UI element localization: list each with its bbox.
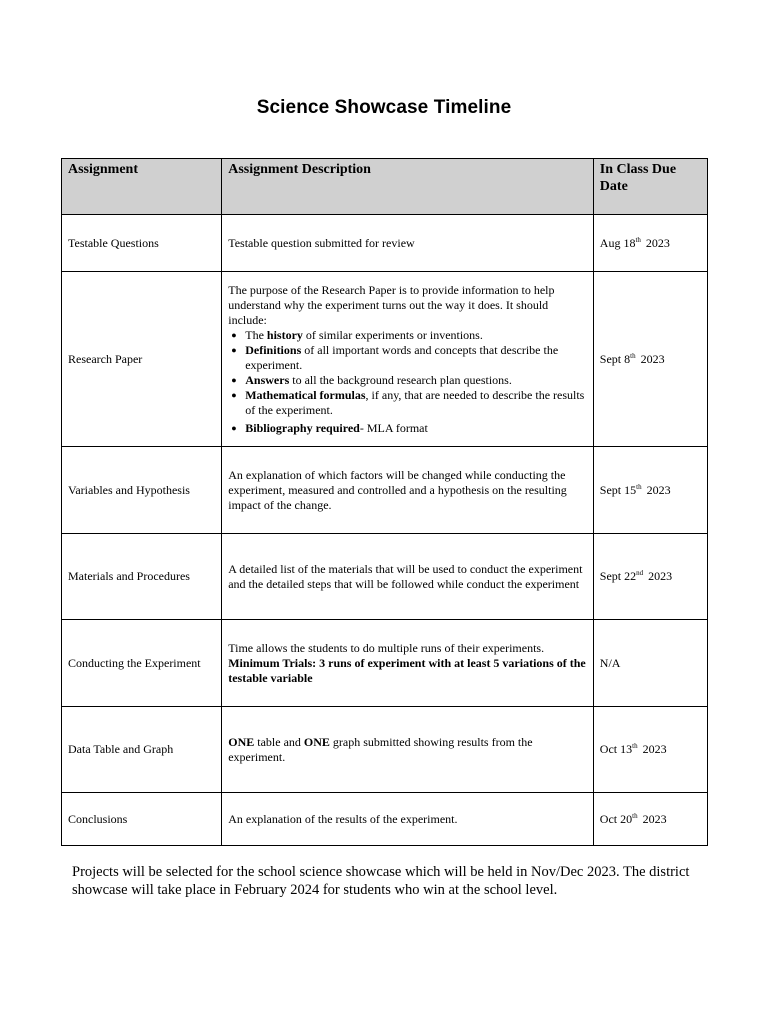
- list-item: ● Definitions of all important words and concepts that describe the experiment.: [228, 343, 587, 373]
- table-row: [62, 272, 708, 447]
- research-requirements-list: [228, 328, 587, 436]
- due-date-cell: Aug 18th 2023: [593, 215, 707, 272]
- table-row: [62, 620, 708, 707]
- table-row: [62, 534, 708, 620]
- header-due-date: In Class Due Date: [593, 159, 707, 215]
- header-assignment: Assignment: [62, 159, 222, 215]
- list-item: ● Bibliography required- MLA format: [228, 421, 587, 436]
- description-cell: An explanation of which factors will be changed while conducting the experiment, measured and controlled and a hypothesis on the resulting impact of the change.: [222, 447, 594, 534]
- showcase-note: Projects will be selected for the school science showcase which will be held in Nov/Dec 2023. The district showcase will take place in February 2024 for students who win at the school level.: [72, 864, 690, 898]
- assignment-cell: Variables and Hypothesis: [62, 447, 222, 534]
- due-date-cell: Sept 15th 2023: [593, 447, 707, 534]
- timeline-table: [61, 158, 708, 846]
- assignment-cell: Conducting the Experiment: [62, 620, 222, 707]
- due-date-cell: Sept 8th 2023: [593, 272, 707, 447]
- list-item: ● The history of similar experiments or inventions.: [228, 328, 587, 343]
- header-description: Assignment Description: [222, 159, 594, 215]
- assignment-cell: Research Paper: [62, 272, 222, 447]
- list-item: ● Answers to all the background research plan questions.: [228, 373, 587, 388]
- due-date-cell: N/A: [593, 620, 707, 707]
- due-date-cell: Oct 13th 2023: [593, 707, 707, 793]
- description-cell: Time allows the students to do multiple runs of their experiments. Minimum Trials: 3 runs of experiment with at least 5 variations of the testable variable: [222, 620, 594, 707]
- assignment-cell: Data Table and Graph: [62, 707, 222, 793]
- minimum-trials-text: Minimum Trials: 3 runs of experiment with at least 5 variations of the testable variable: [228, 655, 586, 685]
- due-date-cell: Sept 22nd 2023: [593, 534, 707, 620]
- description-cell: An explanation of the results of the experiment.: [222, 793, 594, 846]
- table-header-row: [62, 159, 708, 215]
- assignment-cell: Testable Questions: [62, 215, 222, 272]
- description-cell: Testable question submitted for review: [222, 215, 594, 272]
- table-row: [62, 707, 708, 793]
- table-row: [62, 793, 708, 846]
- description-cell: [222, 272, 594, 447]
- assignment-cell: Materials and Procedures: [62, 534, 222, 620]
- research-intro: The purpose of the Research Paper is to provide information to help understand why the experiment turns out the way it does. It should include:: [228, 282, 555, 327]
- assignment-cell: Conclusions: [62, 793, 222, 846]
- due-date-cell: Oct 20th 2023: [593, 793, 707, 846]
- page-title: Science Showcase Timeline: [256, 97, 512, 118]
- description-cell: A detailed list of the materials that will be used to conduct the experiment and the detailed steps that will be followed while conduct the experiment: [222, 534, 594, 620]
- table-row: [62, 447, 708, 534]
- table-row: [62, 215, 708, 272]
- description-cell: ONE table and ONE graph submitted showing results from the experiment.: [222, 707, 594, 793]
- list-item: ● Mathematical formulas, if any, that are needed to describe the results of the experiment.: [228, 388, 587, 418]
